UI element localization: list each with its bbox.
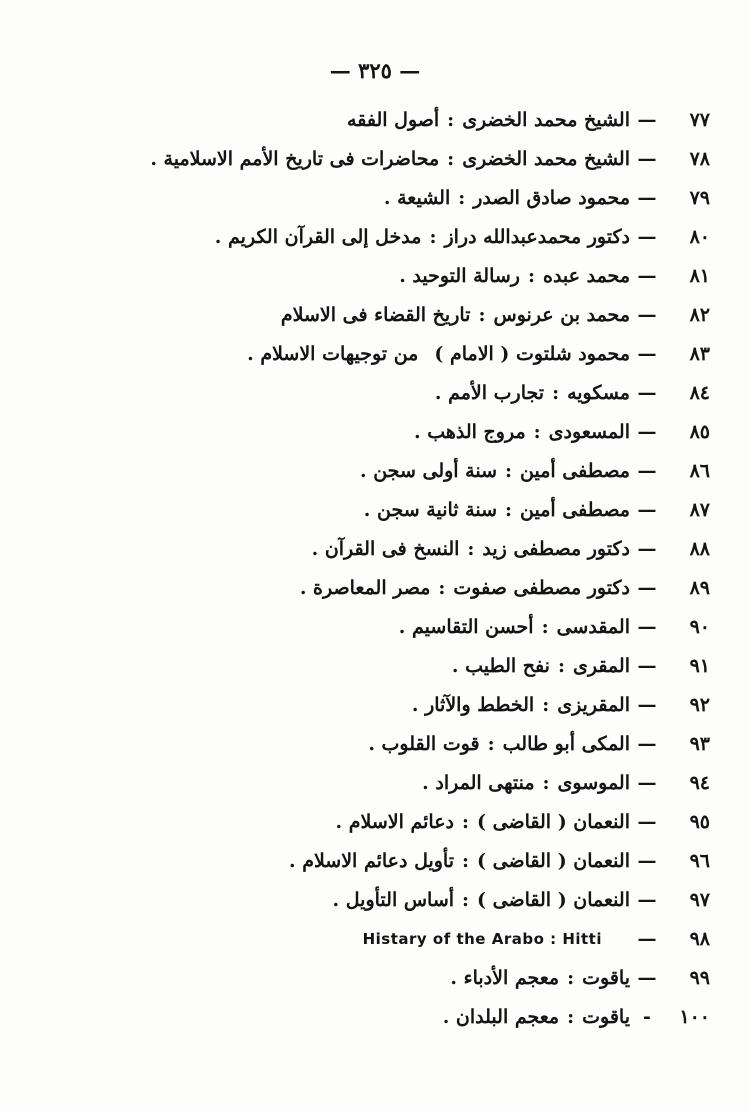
entry-separator: :	[462, 850, 470, 872]
entry-dash: —	[637, 577, 657, 599]
entry-number: ٨٧	[689, 499, 710, 521]
entry-author: محمد بن عرنوس	[493, 304, 630, 326]
entry-number: ٩٣	[689, 733, 710, 755]
entry-dash: —	[637, 187, 657, 209]
entry-separator: :	[462, 889, 470, 911]
entry-dash: —	[637, 499, 657, 521]
entry-title: أساس التأويل .	[332, 889, 455, 911]
bibliography-entry	[452, 646, 710, 686]
bibliography-entry	[384, 178, 710, 218]
entry-number: ٩٢	[689, 694, 710, 716]
entry-title: تأويل دعائم الاسلام .	[288, 850, 455, 872]
bibliography-entry	[215, 217, 710, 257]
entry-author: النعمان ( القاضى )	[477, 850, 630, 872]
bibliography-entry	[364, 490, 710, 530]
bibliography-entry	[281, 295, 710, 335]
bibliography-entry	[150, 139, 710, 179]
entry-author: المسعودى	[548, 421, 630, 443]
bibliography-entry	[333, 880, 710, 920]
entry-number: ٩٨	[689, 928, 710, 950]
bibliography-entry	[363, 919, 710, 959]
entry-title: قوت القلوب .	[368, 733, 480, 755]
entry-number: ٧٩	[689, 187, 710, 209]
entry-dash: —	[637, 265, 657, 287]
entry-dash: —	[637, 655, 657, 677]
entry-author: دكتور مصطفى صفوت	[453, 577, 630, 599]
entry-number: ٨١	[689, 265, 710, 287]
entry-dash: —	[637, 928, 657, 950]
entry-title: تاريخ القضاء فى الاسلام	[280, 304, 471, 326]
entry-author: محمود شلتوت ( الامام )	[434, 343, 630, 365]
entry-author: مسكويه	[567, 382, 630, 404]
entry-separator: :	[429, 226, 437, 248]
bibliography-entry	[247, 334, 710, 374]
entry-dash: —	[637, 772, 657, 794]
entry-dash: —	[637, 148, 657, 170]
entry-title: مروج الذهب .	[413, 421, 526, 443]
page-number: — ٣٢٥ —	[329, 58, 421, 83]
bibliography-entry	[336, 802, 710, 842]
entry-author: الشيخ محمد الخضرى	[462, 109, 630, 131]
entry-separator: :	[438, 577, 446, 599]
entry-title: نفح الطيب .	[451, 655, 550, 677]
entry-dash: —	[637, 616, 657, 638]
entry-number: ٨٨	[689, 538, 710, 560]
entry-dash: —	[637, 733, 657, 755]
entry-author: مصطفى أمين	[520, 460, 630, 482]
entry-author: محمود صادق الصدر	[473, 187, 630, 209]
entry-number: ٩٤	[689, 772, 710, 794]
entry-number: ٨٠	[689, 226, 710, 248]
entry-number: ٩٧	[689, 889, 710, 911]
entry-separator: :	[505, 499, 513, 521]
entry-separator: :	[462, 811, 470, 833]
entry-dash: —	[637, 304, 657, 326]
bibliography-entry	[289, 841, 710, 881]
entry-author: الموسوى	[557, 772, 630, 794]
entry-separator: :	[542, 772, 550, 794]
bibliography-entry	[347, 100, 710, 140]
entry-separator: :	[541, 616, 549, 638]
entry-dash: —	[637, 967, 657, 989]
entry-title: رسالة التوحيد .	[399, 265, 520, 287]
bibliography-entry	[300, 568, 710, 608]
entry-author: النعمان ( القاضى )	[477, 811, 630, 833]
entry-separator: :	[527, 265, 535, 287]
entry-title: مصر المعاصرة .	[299, 577, 431, 599]
entry-title: معجم البلدان .	[442, 1006, 560, 1028]
entry-number: ٨٤	[689, 382, 710, 404]
entry-title: سنة أولى سجن .	[359, 460, 498, 482]
entry-title: تجارب الأمم .	[434, 382, 545, 404]
entry-dash: —	[637, 109, 657, 131]
entry-separator: :	[487, 733, 495, 755]
entry-dash: —	[637, 538, 657, 560]
entry-title: سنة ثانية سجن .	[363, 499, 498, 521]
entry-number: ٩١	[689, 655, 710, 677]
entry-separator: :	[542, 694, 550, 716]
entry-number: ٨٦	[689, 460, 710, 482]
entry-dash: —	[637, 694, 657, 716]
bibliography-list	[0, 100, 750, 1040]
entry-dash: —	[637, 889, 657, 911]
entry-number: ١٠٠	[679, 1006, 710, 1028]
entry-title: الخطط والآثار .	[411, 694, 535, 716]
bibliography-entry	[399, 256, 710, 296]
entry-separator: :	[447, 148, 455, 170]
entry-dash: -	[643, 1006, 651, 1028]
entry-separator: :	[567, 967, 575, 989]
bibliography-entry	[443, 997, 710, 1037]
bibliography-entry	[312, 529, 710, 569]
entry-separator: :	[467, 538, 475, 560]
entry-dash: —	[637, 382, 657, 404]
entry-separator: :	[447, 109, 455, 131]
entry-title: أحسن التقاسيم .	[398, 616, 534, 638]
bibliography-entry	[360, 451, 710, 491]
entry-author: ياقوت	[582, 967, 630, 989]
entry-number: ٨٩	[689, 577, 710, 599]
entry-author: النعمان ( القاضى )	[477, 889, 630, 911]
entry-dash: —	[637, 226, 657, 248]
entry-author: محمد عبده	[542, 265, 630, 287]
entry-number: ٨٣	[689, 343, 710, 365]
bibliography-entry	[450, 958, 710, 998]
entry-title: أصول الفقه	[347, 109, 440, 131]
bibliography-entry	[435, 373, 710, 413]
entry-dash: —	[637, 460, 657, 482]
entry-separator: :	[552, 382, 560, 404]
bibliography-entry	[414, 412, 710, 452]
entry-separator: :	[505, 460, 513, 482]
entry-title: الشيعة .	[383, 187, 451, 209]
entry-author: دكتور محمدعبدالله دراز	[444, 226, 630, 248]
entry-title: محاضرات فى تاريخ الأمم الاسلامية .	[150, 148, 440, 170]
entry-title: منتهى المراد .	[422, 772, 535, 794]
entry-title: دعائم الاسلام .	[335, 811, 455, 833]
entry-separator: :	[458, 187, 466, 209]
entry-dash: —	[637, 421, 657, 443]
entry-author: المقدسى	[556, 616, 630, 638]
bibliography-entry	[412, 685, 710, 725]
entry-number: ٨٢	[689, 304, 710, 326]
entry-title: النسخ فى القرآن .	[311, 538, 460, 560]
bibliography-entry	[368, 724, 710, 764]
entry-separator: :	[557, 655, 565, 677]
entry-separator: :	[567, 1006, 575, 1028]
entry-title: من توجيهات الاسلام .	[247, 343, 419, 365]
entry-author: الشيخ محمد الخضرى	[462, 148, 630, 170]
entry-dash: —	[637, 811, 657, 833]
entry-author: ياقوت	[582, 1006, 630, 1028]
entry-separator: :	[478, 304, 486, 326]
entry-author: المقريزى	[557, 694, 630, 716]
entry-dash: —	[637, 850, 657, 872]
entry-number: ٩٦	[689, 850, 710, 872]
entry-number: ٨٥	[689, 421, 710, 443]
entry-title: Histary of the Arabo : Hitti	[362, 930, 602, 948]
entry-title: معجم الأدباء .	[450, 967, 560, 989]
entry-author: دكتور مصطفى زيد	[482, 538, 630, 560]
bibliography-entry	[422, 763, 710, 803]
entry-number: ٧٧	[689, 109, 710, 131]
bibliography-entry	[399, 607, 710, 647]
entry-author: المكى أبو طالب	[502, 733, 630, 755]
entry-title: مدخل إلى القرآن الكريم .	[214, 226, 422, 248]
entry-author: المقرى	[572, 655, 630, 677]
entry-number: ٩٥	[689, 811, 710, 833]
entry-dash: —	[637, 343, 657, 365]
entry-number: ٩٩	[689, 967, 710, 989]
entry-author: مصطفى أمين	[520, 499, 630, 521]
entry-number: ٧٨	[689, 148, 710, 170]
entry-number: ٩٠	[689, 616, 710, 638]
entry-separator: :	[533, 421, 541, 443]
